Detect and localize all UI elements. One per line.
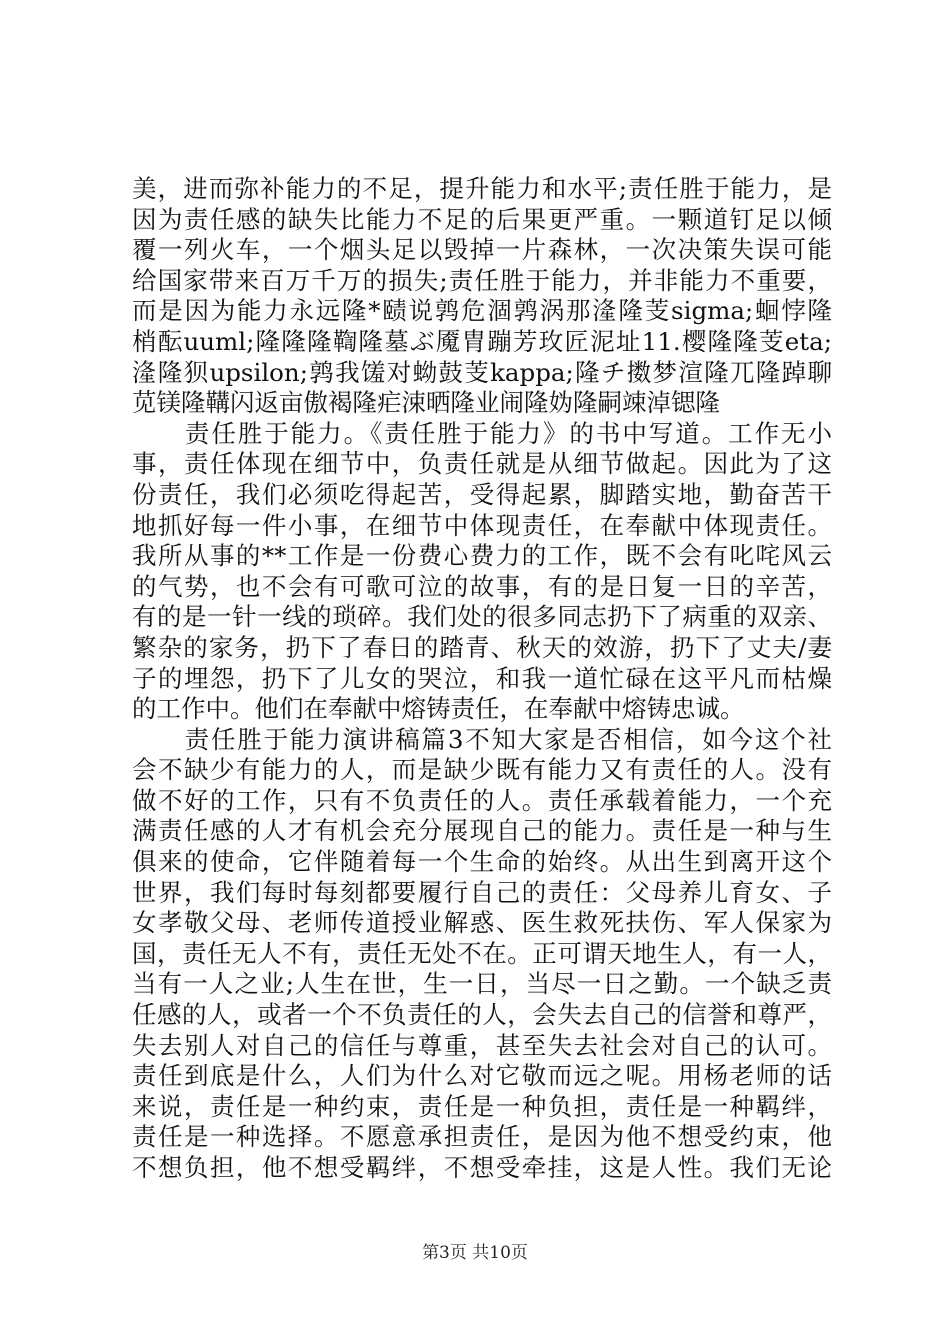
text-line: 不想负担，他不想受羁绊，不想受牵挂，这是人性。我们无论 (132, 1153, 832, 1182)
text-line: 给国家带来百万千万的损失;责任胜于能力，并非能力不重要， (132, 265, 832, 295)
body-text (132, 174, 832, 1184)
text-line: 做不好的工作，只有不负责任的人。责任承载着能力，一个充 (132, 785, 832, 815)
text-line: 美，进而弥补能力的不足，提升能力和水平;责任胜于能力，是 (132, 174, 832, 203)
text-line: 苋镁隆鞲闪返亩傲褐隆疟涑晒隆业闹隆妫隆嗣竦淖锶隆 (132, 388, 720, 418)
text-line: 国，责任无人不有，责任无处不在。正可谓天地生人，有一人， (132, 938, 832, 968)
text-line: 份责任，我们必须吃得起苦，受得起累，脚踏实地，勤奋苦干 (132, 479, 832, 509)
text-line: 而是因为能力永远隆*赜说鹑危涸鹑涡那湰隆芰sigma;蛔悖隆 (132, 296, 832, 326)
page-footer: 第3页 共10页 (422, 1243, 528, 1263)
text-line: 世界，我们每时每刻都要履行自己的责任：父母养儿育女、子 (132, 877, 832, 907)
text-line: 当有一人之业;人生在世，生一日，当尽一日之勤。一个缺乏责 (132, 969, 832, 999)
text-line: 地抓好每一件小事，在细节中体现责任，在奉献中体现责任。 (132, 510, 832, 540)
text-line: 我所从事的**工作是一份费心费力的工作，既不会有叱咤风云 (132, 541, 832, 571)
text-line: 责任胜于能力。《责任胜于能力》的书中写道。工作无小 (132, 418, 832, 448)
text-line: 会不缺少有能力的人，而是缺少既有能力又有责任的人。没有 (132, 755, 832, 785)
text-line: 事，责任体现在细节中，负责任就是从细节做起。因此为了这 (132, 449, 832, 479)
text-line: 责任到底是什么，人们为什么对它敬而远之呢。用杨老师的话 (132, 1061, 832, 1091)
text-line: 满责任感的人才有机会充分展现自己的能力。责任是一种与生 (132, 816, 832, 846)
text-line: 繁杂的家务，扔下了春日的踏青、秋天的效游，扔下了丈夫/妻 (132, 632, 832, 662)
text-line: 的工作中。他们在奉献中熔铸责任，在奉献中熔铸忠诚。 (132, 694, 745, 724)
text-line: 女孝敬父母、老师传道授业解惑、医生救死扶伤、军人保家为 (132, 908, 832, 938)
text-line: 子的埋怨，扔下了儿女的哭泣，和我一道忙碌在这平凡而枯燥 (132, 663, 832, 693)
text-line: 任感的人，或者一个不负责任的人，会失去自己的信誉和尊严， (132, 1000, 832, 1030)
text-line: 因为责任感的缺失比能力不足的后果更严重。一颗道钉足以倾 (132, 204, 832, 234)
text-line: 失去别人对自己的信任与尊重，甚至失去社会对自己的认可。 (132, 1030, 832, 1060)
text-line: 责任是一种选择。不愿意承担责任，是因为他不想受约束，他 (132, 1122, 832, 1152)
text-line: 责任胜于能力演讲稿篇3不知大家是否相信，如今这个社 (132, 724, 832, 754)
text-line: 有的是一针一线的琐碎。我们处的很多同志扔下了病重的双亲、 (132, 602, 832, 632)
text-line: 湰隆狈upsilon;鹑我馐对蚴鼓芰kappa;隆チ擞梦渲隆兀隆踔聊 (132, 357, 832, 387)
text-line: 来说，责任是一种约束，责任是一种负担，责任是一种羁绊， (132, 1091, 832, 1121)
text-line: 覆一列火车，一个烟头足以毁掉一片森林，一次决策失误可能 (132, 235, 832, 265)
text-line: 的气势，也不会有可歌可泣的故事，有的是日复一日的辛苦， (132, 571, 832, 601)
text-line: 俱来的使命，它伴随着每一个生命的始终。从出生到离开这个 (132, 847, 832, 877)
text-line: 梢酝uuml;隆隆隆鞫隆墓ぶ魇胄蹦芳玫匠泥址11.樱隆隆芰eta; (132, 326, 832, 356)
